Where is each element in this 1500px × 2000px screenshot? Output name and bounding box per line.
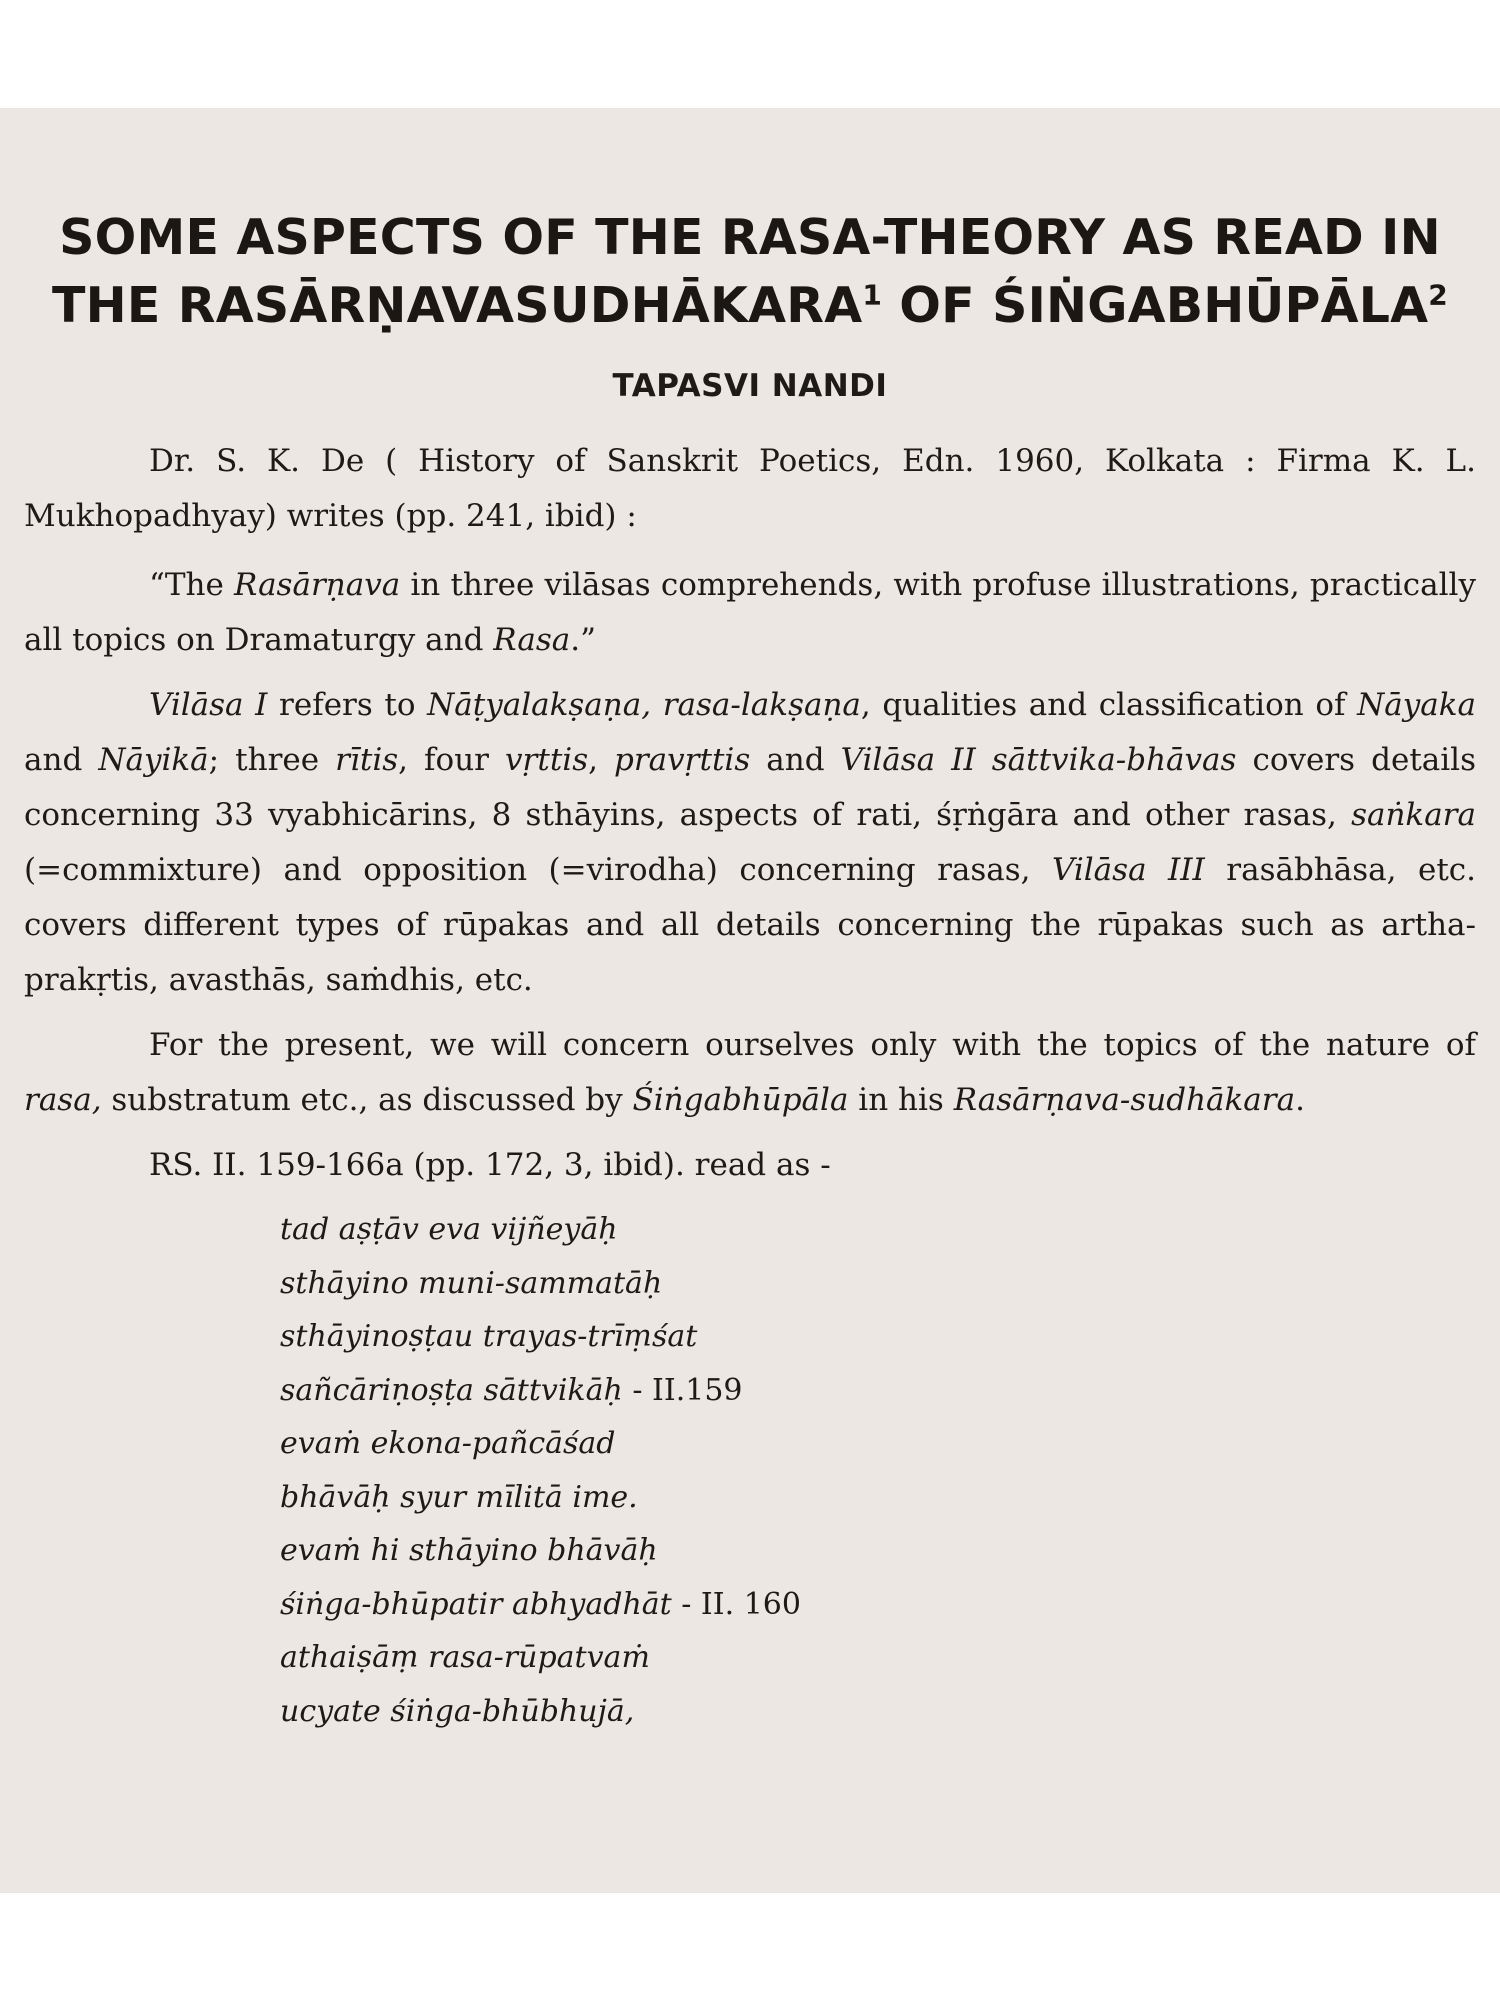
verse-reference: - II. 160 [671,1586,801,1622]
p3-italic-nayaka: Nāyaka [1357,687,1476,723]
verse-line [280,1203,1476,1257]
p4-text-4: . [1295,1082,1305,1118]
p3-text-7: and [750,742,841,778]
verse-text: ucyate śiṅga-bhūbhujā, [280,1693,635,1729]
verse-text: sthāyinoṣṭau trayas-trīṃśat [280,1319,698,1354]
p4-italic-singabhupala: Śiṅgabhūpāla [632,1082,849,1118]
p3-italic-vrttis: vṛttis [505,742,589,778]
author-name: TAPASVI NANDI [612,368,888,404]
article-body [24,434,1476,1738]
p2-text-2: in three vilāsas comprehends, with profuse illustrations, practically all topics on Dramaturgy and [24,567,1476,658]
p3-italic-pravrttis: pravṛttis [614,742,751,778]
paragraph-5: RS. II. 159-166a (pp. 172, 3, ibid). read as - [149,1147,831,1183]
verse-reference: - II.159 [622,1372,743,1408]
p4-text-3: in his [848,1082,954,1118]
verse-line [280,1685,1476,1739]
p3-text: refers to [267,687,428,723]
verse-text: sthāyino muni-sammatāḥ [280,1265,663,1301]
verse-text: bhāvāḥ syur mīlitā ime. [280,1479,638,1515]
page-content [24,204,1476,1738]
p3-text-3: and [24,742,99,778]
verse-line [280,1310,1476,1364]
paragraph-3 [24,678,1476,1008]
book-page [0,108,1500,1893]
footnote-marker-2: 2 [1428,278,1448,312]
p3-italic-vilasa-1: Vilāsa I [149,687,268,723]
p4-italic-rasa: rasa, [24,1082,102,1118]
p3-italic-lakshana: Nāṭyalakṣaṇa, rasa-lakṣaṇa [427,687,861,723]
verse-line [280,1364,1476,1418]
p2-text: “The [149,567,235,603]
p4-italic-rasarnava-sudhakara: Rasārṇava-sudhākara [953,1082,1296,1118]
verse-line [280,1417,1476,1471]
p2-text-3: .” [570,622,596,658]
p3-text-4: ; three [208,742,336,778]
article-title [24,204,1476,340]
verse-text: evaṁ ekona-pañcāśad [280,1426,616,1461]
p3-text-9: (=commixture) and opposition (=virodha) concerning rasas, [24,852,1053,888]
verse-line [280,1471,1476,1525]
p3-italic-vilasa-2: Vilāsa II sāttvika-bhāvas [840,742,1237,778]
paragraph-4 [24,1018,1476,1128]
verse-text: tad aṣṭāv eva vijñeyāḥ [280,1212,618,1247]
title-line-2: THE RASĀRṆAVASUDHĀKARA [52,277,863,334]
p3-italic-vilasa-3: Vilāsa III [1052,852,1205,888]
p3-italic-ritis: rītis [335,742,399,778]
verse-text: sañcāriṇoṣṭa sāttvikāḥ [280,1372,623,1408]
verse-text: athaiṣāṃ rasa-rūpatvaṁ [280,1640,650,1675]
p4-text: For the present, we will concern ourselves only with the topics of the nature of [149,1027,1476,1063]
p2-italic-rasarnava: Rasārṇava [234,567,401,603]
verse-block [24,1203,1476,1738]
p3-italic-sankara: saṅkara [1351,797,1476,833]
p3-text-6: , [588,742,615,778]
verse-line [280,1524,1476,1578]
paragraph-2-quote [24,558,1476,668]
verse-line [280,1631,1476,1685]
p4-text-2: substratum etc., as discussed by [101,1082,633,1118]
paragraph-1: Dr. S. K. De ( History of Sanskrit Poetics, Edn. 1960, Kolkata : Firma K. L. Mukhopadhyay) writes (pp. 241, ibid) : [24,443,1476,534]
footnote-marker-1: 1 [862,278,883,312]
p3-text-5: , four [398,742,506,778]
p3-text-2: , qualities and classification of [860,687,1358,723]
p2-italic-rasa: Rasa [493,622,571,658]
verse-line [280,1257,1476,1311]
p3-text-8: covers details concerning 33 vyabhicārins, 8 sthāyins, aspects of rati, śṛṅgāra and other rasas, [24,742,1477,833]
verse-line [280,1578,1476,1632]
title-line-2-tail: OF ŚIṄGABHŪPĀLA [882,277,1429,334]
verse-text: evaṁ hi sthāyino bhāvāḥ [280,1533,658,1568]
p3-text-10: rasābhāsa, etc. covers different types of rūpakas and all details concerning the rūpakas such as artha-prakṛtis, avasthās, saṁdhis, etc. [24,852,1476,998]
p3-italic-nayika: Nāyikā [98,742,209,778]
verse-text: śiṅga-bhūpatir abhyadhāt [280,1586,672,1622]
title-line-1: SOME ASPECTS OF THE RASA-THEORY AS READ IN [59,209,1441,266]
